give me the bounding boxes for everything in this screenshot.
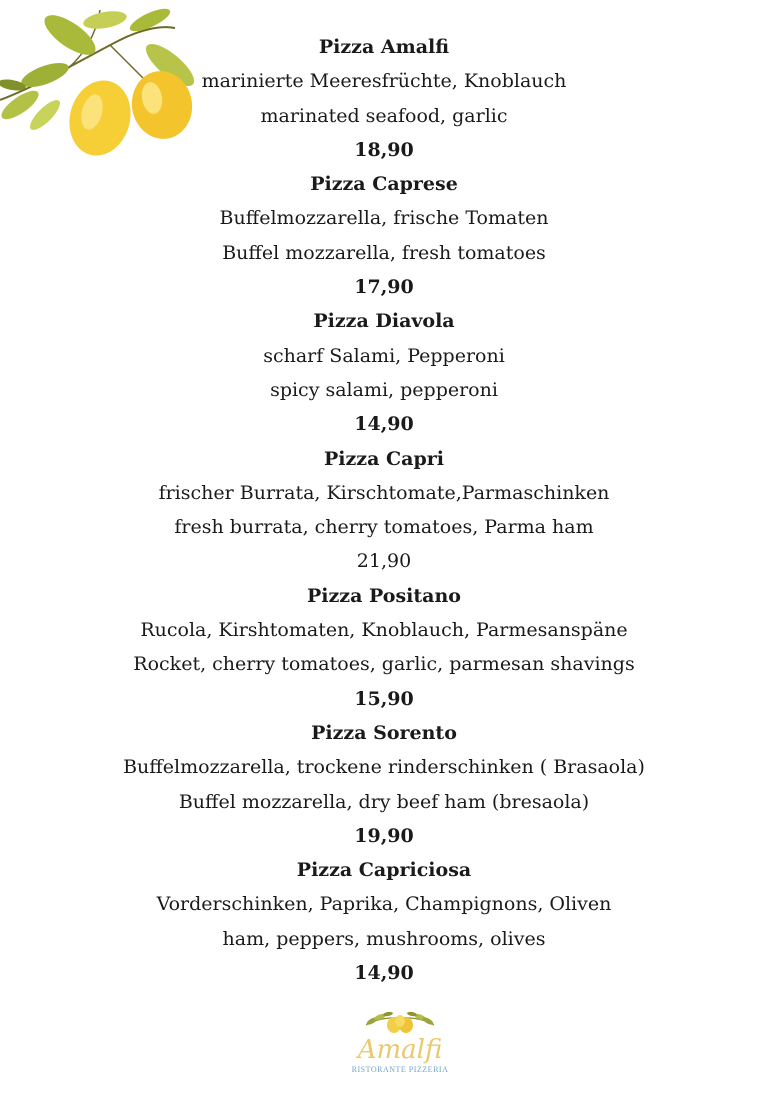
logo-subtitle: RISTORANTE PIZZERIA [351, 1065, 449, 1074]
item-price: 14,90 [354, 413, 414, 436]
item-description-de: Buffelmozzarella, frische Tomaten [219, 207, 549, 230]
logo-name: Amalfi [357, 1035, 443, 1065]
item-name: Pizza Diavola [313, 310, 455, 333]
item-description-de: Rucola, Kirshtomaten, Knoblauch, Parmesanspäne [140, 619, 628, 642]
item-description-en: Rocket, cherry tomatoes, garlic, parmesan shavings [133, 653, 635, 676]
item-description-de: Vorderschinken, Paprika, Champignons, Oliven [156, 893, 612, 916]
menu-item [0, 853, 768, 990]
item-name: Pizza Amalfi [318, 36, 450, 58]
item-price: 18,90 [354, 138, 414, 161]
item-name: Pizza Positano [307, 584, 461, 607]
lemon-wreath-icon [360, 1005, 440, 1039]
item-description-de: marinierte Meeresfrüchte, Knoblauch [201, 70, 567, 93]
item-price: 14,90 [354, 962, 414, 985]
item-description-de: Buffelmozzarella, trockene rinderschinken ( Brasaola) [123, 756, 645, 779]
menu-list [0, 30, 768, 990]
item-name: Pizza Sorento [311, 721, 457, 744]
menu-item [0, 442, 768, 579]
item-description-de: scharf Salami, Pepperoni [263, 344, 505, 367]
item-price: 17,90 [354, 276, 414, 299]
item-name: Pizza Capri [324, 447, 444, 470]
item-description-en: ham, peppers, mushrooms, olives [222, 927, 546, 950]
item-name: Pizza Capriciosa [296, 859, 472, 882]
menu-item [0, 304, 768, 441]
item-description-en: Buffel mozzarella, fresh tomatoes [222, 241, 546, 264]
item-description-en: Buffel mozzarella, dry beef ham (bresaola) [178, 790, 590, 813]
item-price: 19,90 [354, 824, 414, 847]
item-name: Pizza Caprese [310, 173, 458, 196]
menu-item [0, 716, 768, 853]
item-description-de: frischer Burrata, Kirschtomate,Parmaschinken [158, 481, 610, 504]
restaurant-logo [340, 1005, 460, 1095]
item-price: 21,90 [356, 550, 412, 573]
item-price: 15,90 [354, 687, 414, 710]
menu-item [0, 167, 768, 304]
item-description-en: fresh burrata, cherry tomatoes, Parma ham [174, 516, 594, 539]
item-description-en: marinated seafood, garlic [260, 104, 508, 127]
menu-item [0, 579, 768, 716]
menu-item [0, 30, 768, 167]
item-description-en: spicy salami, pepperoni [270, 378, 498, 401]
